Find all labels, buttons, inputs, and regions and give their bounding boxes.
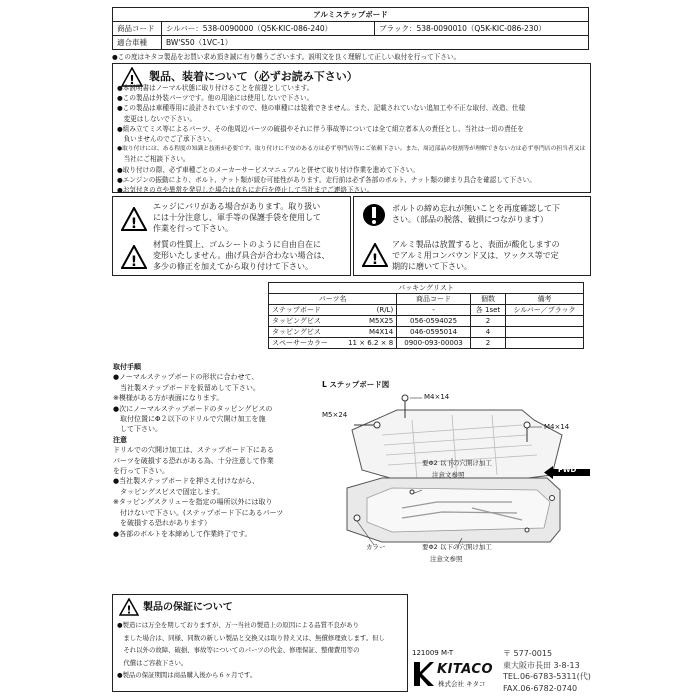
fwd-arrow-icon: [544, 464, 590, 477]
warning-line: 作業を行って下さい。: [153, 224, 233, 233]
list-item: ドリルでの穴開け加工は、ステップボード下にある: [113, 446, 274, 455]
warning-left: [112, 196, 351, 276]
step-board-diagram: [322, 380, 590, 580]
list-item: ●当社製ステップボードを押さえ付けながら、: [113, 477, 259, 486]
prohibition-icon: [362, 203, 386, 231]
address: 東大阪市長田 3-8-13: [503, 660, 580, 670]
caution-title: 製品、装着について（必ずお読み下さい）: [149, 70, 358, 83]
table-cell: 2: [470, 316, 505, 327]
label-note-bottom: 注意文参照: [430, 555, 463, 563]
svg-text:!: !: [129, 73, 135, 87]
warning-line: 変形いたしません。曲げ具合が合わない場合は、: [153, 251, 330, 260]
code-label: 商品コード: [113, 22, 162, 36]
svg-text:!: !: [371, 252, 379, 267]
table-cell: ステップボード: [269, 305, 339, 316]
list-item: パーツを破損する恐れがある為、十分注意して作業: [113, 456, 274, 465]
svg-text:!: !: [130, 216, 138, 231]
warning-line: アルミ製品は放置すると、表面が酸化しますの: [392, 240, 560, 249]
table-row: [269, 338, 584, 349]
table-cell: 4: [470, 327, 505, 338]
list-item: ●取り付けの際、必ず車種ごとのメーカーサービスマニュアルと併せて取り付け作業を進めて下さい。: [117, 165, 419, 174]
warranty-title: 製品の保証について: [143, 602, 233, 613]
caution-icon: [119, 598, 139, 620]
list-item: ●各部のボルトを本締めして作業終了です。: [113, 529, 252, 538]
svg-text:!: !: [130, 254, 138, 269]
warning-line: 材質の性質上、ゴムシートのように自由自在に: [153, 240, 321, 249]
table-cell: [506, 327, 584, 338]
list-item: ●この製品は車種専用に設計されていますので、他の車種には装着できません。また、記載されていない追加工や不正な取付、改造、仕様: [117, 104, 526, 113]
company-address: [503, 648, 591, 694]
list-item: ●エンジンの振動により、ボルト、ナット類が緩む可能性があります。走行前は必ず各部のボルト、ナット類の締まり具合を確認して下さい。: [117, 175, 536, 184]
warning-line: 多少の修正を加えてから取り付けて下さい。: [153, 262, 313, 271]
tel: TEL.06-6783-5311(代): [503, 672, 591, 681]
list-item: ●組み立てミス等によるパーツ、その他周辺パーツの破損やそれに伴う事故等については全て組立者本人の責任とし、当社は一切の責任を: [117, 124, 524, 133]
table-row: [269, 327, 584, 338]
list-item: して下さい。: [113, 425, 162, 434]
brand-name: KITACO: [437, 662, 494, 677]
note-title: 注意: [113, 435, 127, 444]
fax: FAX.06-6782-0740: [503, 683, 578, 693]
table-cell: 2: [470, 338, 505, 349]
caution-lines: [117, 83, 585, 195]
table-cell: 046-0595014: [397, 327, 471, 338]
list-item: ●お気付きの点や異常を発見した場合は直ちに走行を停止して当社までご連絡下さい。: [117, 186, 374, 195]
list-item: 代償はご容赦下さい。: [117, 658, 188, 667]
list-item: ました場合は、同様、同数の新しい製品と交換又は取り替え又は、無償修理致します。但し: [117, 633, 385, 642]
warning-triangle-icon: [121, 207, 147, 235]
label-m5: M5×24: [322, 411, 348, 419]
list-item: ●製造には万全を期しておりますが、万一当社の製造上の原因による品質不良があり: [117, 621, 360, 629]
list-item: 変更はしないで下さい。: [117, 114, 197, 123]
doc-number: 121009 M-T: [412, 649, 454, 657]
model-label: 適合車種: [113, 36, 162, 50]
black-code: ブラック：538-0090010（Q5K-KIC-086-230）: [375, 22, 589, 36]
table-row: [269, 305, 584, 316]
table-cell: (R/L): [339, 305, 397, 316]
list-item: タッピングスビスで固定します。: [113, 487, 225, 496]
install-steps: [113, 362, 283, 539]
warning-right-bottom: [392, 239, 560, 272]
caution-box: [112, 63, 591, 193]
label-m4-b: M4×14: [544, 423, 570, 431]
list-item: を破損する恐れがあります）: [113, 519, 211, 528]
fwd-label: FWD: [558, 466, 577, 474]
list-item: ●取り付けには、ある程度の知識と技術が必要です。取り付けに不安のある方は必ず専門店等にご依頼下さい。また、周辺部品の役割等が理解できない方は必ず専門店の担当者又は: [117, 146, 586, 153]
list-item: ●製品の保証期間は商品購入後から６ヶ月です。: [117, 671, 257, 679]
silver-code: シルバー：538-0090000（Q5K-KIC-086-240）: [162, 22, 375, 36]
warning-line: ボルトの締め忘れが無いことを再度確認して下: [392, 204, 560, 213]
packing-table: [268, 282, 584, 349]
table-cell: タッピングビス: [269, 327, 339, 338]
list-item: 当社にご相談下さい。: [117, 155, 190, 164]
warning-line: 期的に磨いて下さい。: [392, 262, 472, 271]
warranty-box: [112, 594, 408, 692]
model-value: BW'S50（1VC-1）: [162, 36, 589, 50]
warning-right-top: [392, 203, 560, 225]
label-collar: カラー: [366, 543, 386, 551]
label-m4-a: M4×14: [424, 393, 450, 401]
kitaco-logo-icon: [412, 660, 434, 688]
warning-line: でアルミ用コンパウンド又は、ワックス等で定: [392, 251, 559, 260]
warranty-lines: [117, 619, 385, 682]
table-cell: シルバー／ブラック: [506, 305, 584, 316]
list-item: ●この製品は外装パーツです。他の用途には使用しないで下さい。: [117, 94, 314, 103]
table-cell: タッピングビス: [269, 316, 339, 327]
list-item: 取付位置にΦ２以下のドリルで穴開け加工を施: [113, 415, 266, 424]
table-cell: [506, 316, 584, 327]
table-header: パーツ名: [269, 294, 397, 305]
warning-line: エッジにバリがある場合があります。取り扱い: [153, 202, 321, 211]
warning-left-bottom: [153, 239, 329, 272]
table-cell: [506, 338, 584, 349]
table-cell: 0900-093-00003: [397, 338, 471, 349]
table-header: 個数: [470, 294, 505, 305]
warning-line: さい。（部品の脱落、破損につながります）: [392, 215, 548, 224]
list-item: ※タッピングスクリューを指定の場所以外には取り: [113, 498, 273, 507]
table-cell: M4X14: [339, 327, 397, 338]
company-name: 株式会社 キタコ: [438, 680, 486, 688]
table-cell: スペーサーカラー: [269, 338, 339, 349]
list-item: ●ノーマルステップボードの形状に合わせて、: [113, 373, 259, 382]
list-item: それ以外の故障、破損、事故等についてのパーツの代金、修理保証、整備費用等の: [117, 646, 360, 654]
warning-right: [353, 196, 591, 276]
product-name: アルミステップボード: [113, 8, 589, 22]
warning-line: には十分注意し、軍手等の保護手袋を使用して: [153, 213, 321, 222]
table-row: [269, 316, 584, 327]
list-item: ●次にノーマルステップボードのタッピングビスの: [113, 404, 273, 413]
list-item: ●本説明書はノーマル状態に取り付けることを前提としています。: [117, 84, 314, 92]
list-item: 当社製ステップボードを仮留めして下さい。: [113, 383, 260, 392]
list-item: 付けないで下さい。(ステップボード下にあるパーツ: [113, 508, 284, 517]
svg-text:!: !: [126, 603, 132, 616]
label-hole-top: 要Φ2 以下の穴開け加工: [422, 459, 492, 467]
intro-text: ●この度はキタコ製品をお買い求め頂き誠に有り難うございます。説明文を良く理解して正しい取付を行って下さい。: [112, 53, 461, 61]
warning-triangle-icon: [362, 243, 388, 271]
label-hole-bottom: 要Φ2 以下の穴開け加工: [422, 543, 492, 551]
header-table: [112, 7, 589, 50]
list-item: ※模様がある方が表面になります。: [113, 394, 224, 403]
zip: 〒 577-0015: [503, 649, 553, 658]
table-cell: -: [397, 305, 471, 316]
diagram-title: L ステップボード図: [322, 380, 390, 389]
table-cell: 各 1set: [470, 305, 505, 316]
table-cell: 11 × 6.2 × 8: [339, 338, 397, 349]
list-item: 負いませんのでご了承下さい。: [117, 135, 216, 144]
table-cell: 056-0594025: [397, 316, 471, 327]
list-item: を行って下さい。: [113, 467, 169, 476]
packing-title: パッキングリスト: [269, 283, 584, 294]
table-header: 備考: [506, 294, 584, 305]
label-note-top: 注意文参照: [432, 471, 465, 479]
install-title: 取付手順: [113, 363, 141, 371]
table-cell: M5X25: [339, 316, 397, 327]
warning-triangle-icon: [121, 245, 147, 273]
table-header: 商品コード: [397, 294, 471, 305]
warning-left-top: [153, 201, 321, 234]
